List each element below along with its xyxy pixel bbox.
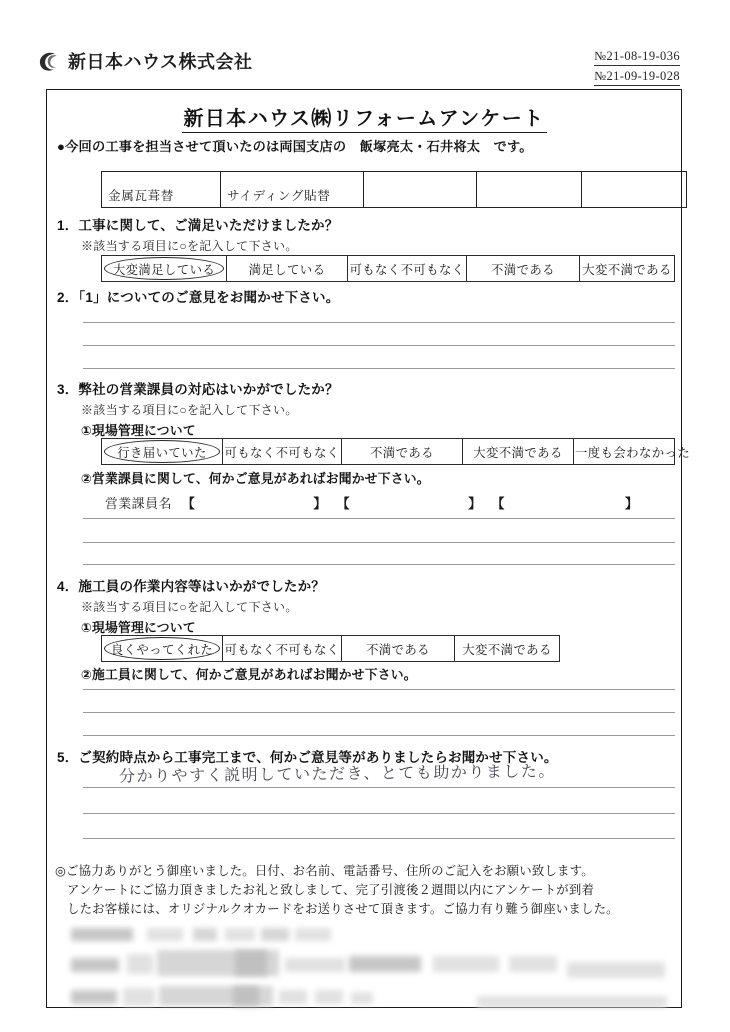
question-5-heading: 5．ご契約時点から工事完工まで、何かご意見等がありましたらお聞かせ下さい。 bbox=[57, 750, 558, 765]
work-type-cell-1[interactable]: 金属瓦葺替 bbox=[102, 172, 221, 208]
answer-rule-q2-3[interactable] bbox=[83, 368, 675, 369]
option-q4-1[interactable]: 可もなく不可もなく bbox=[223, 636, 342, 662]
work-type-cell-4[interactable] bbox=[477, 172, 582, 208]
answer-rule-q2-2[interactable] bbox=[83, 345, 675, 346]
question-3-sub1: ①現場管理について bbox=[81, 423, 196, 438]
answer-rule-q5-1[interactable] bbox=[83, 787, 675, 788]
footer-line-1: ◎ご協力ありがとう御座いました。日付、お名前、電話番号、住所のご記入をお願い致します。 bbox=[55, 864, 594, 878]
company-name: 新日本ハウス株式会社 bbox=[68, 52, 253, 72]
option-q1-4[interactable]: 大変不満である bbox=[580, 256, 675, 282]
option-q4-0-label: 良くやってくれた bbox=[110, 642, 214, 657]
question-4-note: ※該当する項目に○を記入して下さい。 bbox=[81, 600, 298, 614]
option-q4-2[interactable]: 不満である bbox=[342, 636, 455, 662]
footer-thanks-note bbox=[55, 862, 675, 919]
question-4-heading: 4．施工員の作業内容等はいかがでしたか？ bbox=[57, 579, 326, 594]
swirl-logo-icon bbox=[36, 48, 62, 74]
answer-rule-q5-2[interactable] bbox=[83, 813, 675, 814]
option-q3-4[interactable]: 一度も会わなかった bbox=[574, 439, 675, 465]
question-3-heading: 3．弊社の営業課員の対応はいかがでしたか？ bbox=[57, 382, 339, 397]
bracket-close-3: 】 bbox=[625, 497, 639, 511]
option-q3-0[interactable] bbox=[102, 439, 223, 465]
question-5-handwritten-answer: 分かりやすく説明していただき、とても助かりました。 bbox=[118, 761, 556, 786]
table-row bbox=[102, 256, 675, 282]
work-type-cell-3[interactable] bbox=[364, 172, 477, 208]
option-q3-1[interactable]: 可もなく不可もなく bbox=[223, 439, 342, 465]
option-q1-0[interactable] bbox=[102, 256, 227, 282]
question-4-sub2: ②施工員に関して、何かご意見があればお聞かせ下さい。 bbox=[81, 667, 417, 682]
document-numbers bbox=[594, 48, 680, 88]
table-row bbox=[102, 636, 560, 662]
bracket-open-3: 【 bbox=[491, 497, 506, 511]
question-3-options bbox=[101, 438, 691, 465]
sales-staff-name-line bbox=[105, 493, 638, 512]
option-q4-3[interactable]: 大変不満である bbox=[455, 636, 560, 662]
question-1-note: ※該当する項目に○を記入して下さい。 bbox=[81, 239, 298, 253]
question-2-heading: 2．「1」についてのご意見をお聞かせ下さい。 bbox=[57, 290, 340, 305]
question-4-sub1: ①現場管理について bbox=[81, 620, 196, 635]
option-q4-0[interactable] bbox=[102, 636, 223, 662]
question-1-heading: 1．工事に関して、ご満足いただけましたか？ bbox=[57, 218, 339, 233]
table-row bbox=[102, 439, 675, 465]
answer-rule-q3-1[interactable] bbox=[83, 518, 675, 519]
option-q3-2[interactable]: 不満である bbox=[342, 439, 463, 465]
answer-rule-q3-3[interactable] bbox=[83, 564, 675, 565]
sales-staff-label: 営業課員名 bbox=[105, 497, 172, 511]
option-q1-2[interactable]: 可もなく不可もなく bbox=[348, 256, 467, 282]
footer-line-3: したお客様には、オリジナルクオカードをお送りさせて頂きます。ご協力有り難う御座いました。 bbox=[67, 902, 619, 916]
table-row bbox=[102, 172, 687, 208]
work-type-table bbox=[101, 171, 687, 208]
option-q1-1[interactable]: 満足している bbox=[227, 256, 348, 282]
option-q1-3[interactable]: 不満である bbox=[467, 256, 580, 282]
document-number-1: №21-08-19-036 bbox=[594, 48, 680, 66]
question-3-sub2: ②営業課員に関して、何かご意見があればお聞かせ下さい。 bbox=[81, 471, 430, 486]
form-frame bbox=[46, 89, 691, 1008]
question-1-options bbox=[101, 255, 675, 282]
form-title bbox=[47, 102, 681, 131]
bracket-open-2: 【 bbox=[336, 497, 351, 511]
bracket-open-1: 【 bbox=[181, 497, 196, 511]
question-4-options bbox=[101, 635, 560, 662]
answer-rule-q4-2[interactable] bbox=[83, 712, 675, 713]
option-q3-3[interactable]: 大変不満である bbox=[463, 439, 574, 465]
bracket-close-1: 】 bbox=[313, 497, 327, 511]
question-3-note: ※該当する項目に○を記入して下さい。 bbox=[81, 403, 298, 417]
footer-line-2: アンケートにご協力頂きましたお礼と致しまして、完了引渡後２週間以内にアンケートが到着 bbox=[67, 883, 595, 897]
bracket-close-2: 】 bbox=[468, 497, 482, 511]
answer-rule-q4-3[interactable] bbox=[83, 735, 675, 736]
lead-sentence: ●今回の工事を担当させて頂いたのは両国支店の 飯塚亮太・石井将太 です。 bbox=[57, 139, 533, 154]
form-title-text: 新日本ハウス㈱リフォームアンケート bbox=[182, 108, 547, 133]
answer-rule-q3-2[interactable] bbox=[83, 542, 675, 543]
answer-rule-q2-1[interactable] bbox=[83, 322, 675, 323]
company-logo bbox=[36, 48, 252, 74]
work-type-cell-5[interactable] bbox=[582, 172, 687, 208]
option-q1-0-label: 大変満足している bbox=[112, 262, 216, 277]
work-type-cell-2[interactable]: サイディング貼替 bbox=[221, 172, 364, 208]
document-number-2: №21-09-19-028 bbox=[594, 68, 680, 86]
answer-rule-q4-1[interactable] bbox=[83, 689, 675, 690]
option-q3-0-label: 行き届いていた bbox=[117, 445, 207, 460]
answer-rule-q5-3[interactable] bbox=[83, 838, 675, 839]
